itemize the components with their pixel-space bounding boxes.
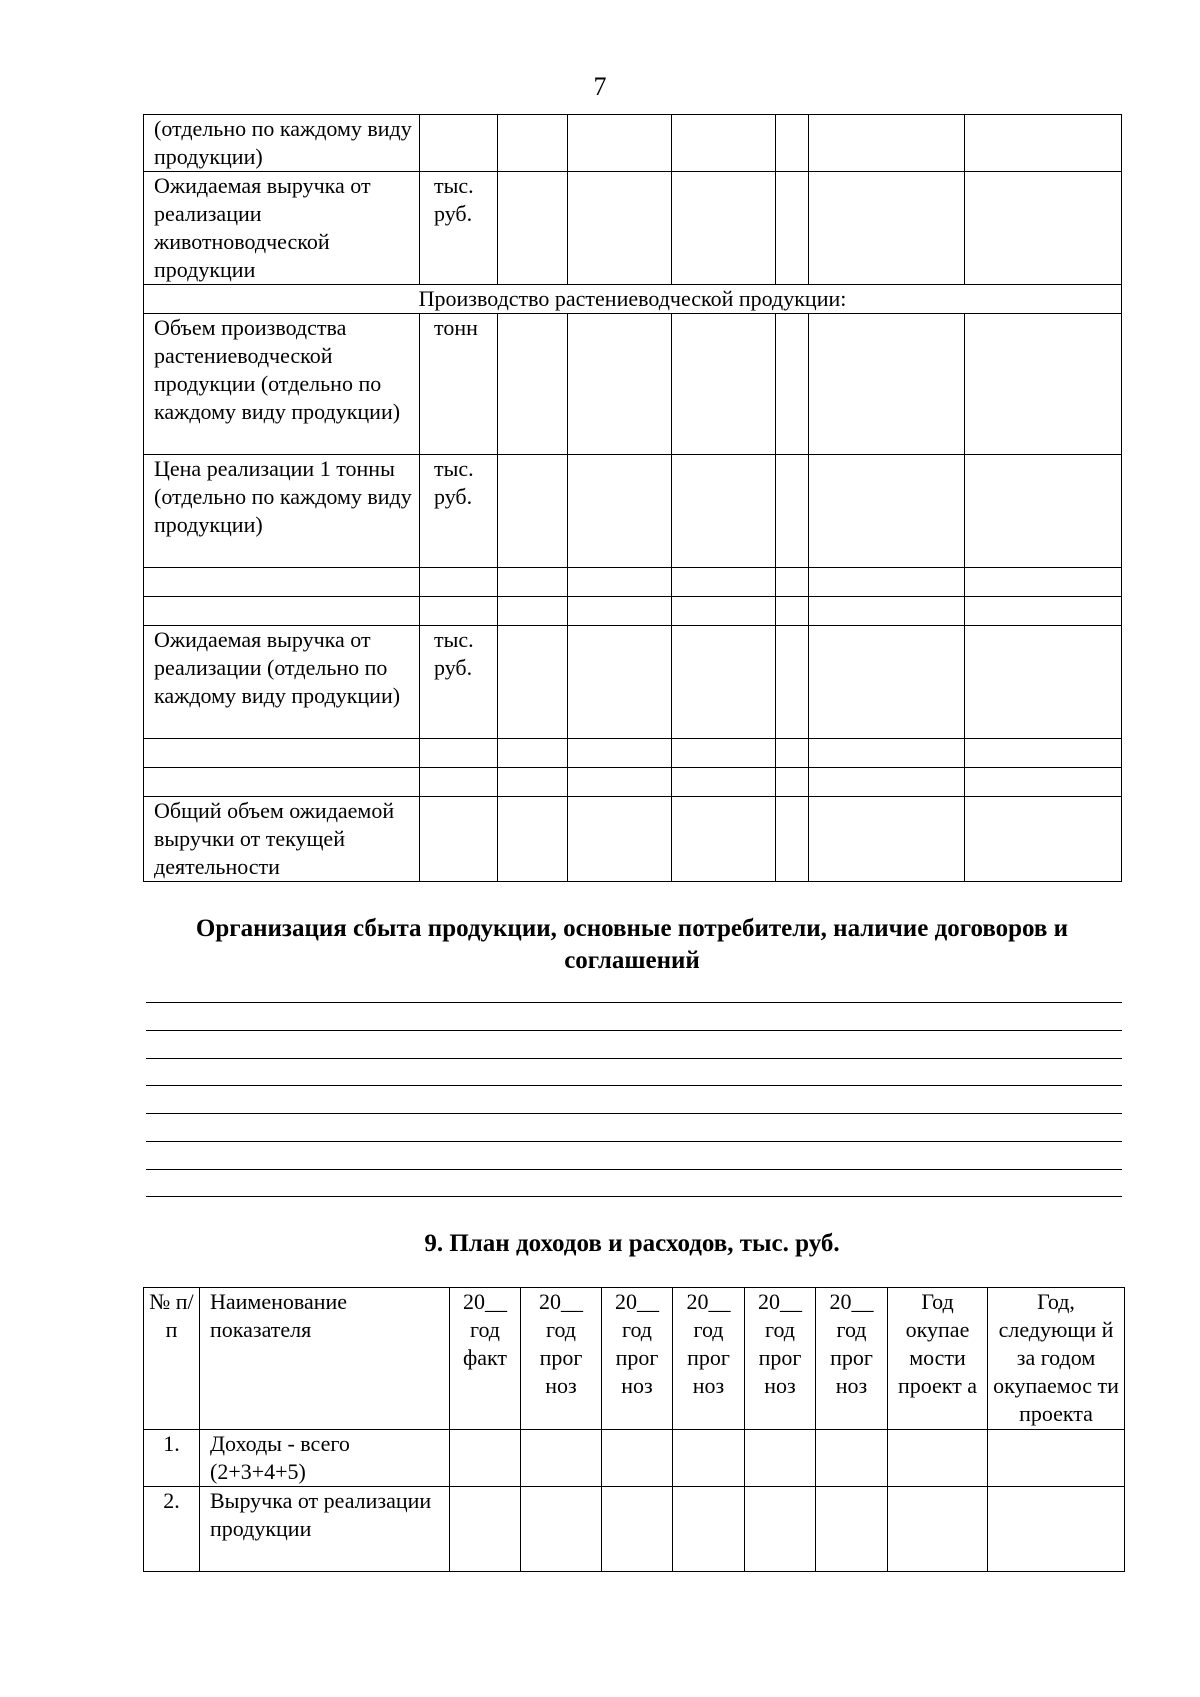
table-cell — [776, 455, 809, 568]
income-expense-plan-table — [143, 1287, 1125, 1572]
table-cell — [568, 115, 672, 172]
table-cell — [965, 172, 1122, 285]
table-cell — [809, 455, 965, 568]
table-cell — [816, 1487, 888, 1572]
table-cell — [602, 1487, 673, 1572]
table-cell — [498, 314, 568, 455]
table-cell — [809, 597, 965, 626]
writing-line — [146, 1113, 1122, 1114]
row-unit: тыс. руб. — [420, 172, 498, 285]
table-cell — [888, 1487, 988, 1572]
table-cell — [776, 568, 809, 597]
row-number: 1. — [144, 1430, 200, 1487]
writing-line — [146, 1002, 1122, 1003]
row-label: Ожидаемая выручка от реализации (отдельно по каждому виду продукции) — [144, 626, 420, 739]
header-indicator-name: Наименование показателя — [200, 1288, 450, 1430]
table-cell — [776, 768, 809, 797]
writing-line — [146, 1141, 1122, 1142]
table-cell — [521, 1487, 602, 1572]
production-table — [143, 114, 1122, 882]
table-cell — [672, 115, 776, 172]
table-cell — [809, 568, 965, 597]
header-year-forecast: 20__ год прог ноз — [673, 1288, 745, 1430]
table-cell — [809, 115, 965, 172]
page-number: 7 — [593, 72, 607, 101]
row-unit — [420, 115, 498, 172]
table-cell — [568, 172, 672, 285]
table-cell — [988, 1430, 1125, 1487]
table-row — [144, 115, 1122, 172]
table-cell — [965, 115, 1122, 172]
table-cell — [965, 568, 1122, 597]
table-cell — [144, 768, 420, 797]
row-unit: тонн — [420, 314, 498, 455]
plan-heading: 9. План доходов и расходов, тыс. руб. — [424, 1230, 840, 1257]
table-cell — [965, 768, 1122, 797]
table-row — [144, 1487, 1125, 1572]
table-cell — [498, 597, 568, 626]
table-cell — [450, 1487, 521, 1572]
table-cell — [745, 1487, 816, 1572]
header-year-fact: 20__ год факт — [450, 1288, 521, 1430]
table-cell — [776, 172, 809, 285]
table-cell — [776, 797, 809, 882]
writing-line — [146, 1085, 1122, 1086]
table-cell — [809, 768, 965, 797]
row-label: Ожидаемая выручка от реализации животноводческой продукции — [144, 172, 420, 285]
table-cell — [568, 797, 672, 882]
header-year-forecast: 20__ год прог ноз — [745, 1288, 816, 1430]
table-cell — [672, 597, 776, 626]
table-cell — [888, 1430, 988, 1487]
table-cell — [420, 739, 498, 768]
table-cell — [420, 768, 498, 797]
table-cell — [988, 1487, 1125, 1572]
writing-line — [146, 1169, 1122, 1170]
writing-line — [146, 1030, 1122, 1031]
table-cell — [568, 314, 672, 455]
table-row — [144, 314, 1122, 455]
table-row — [144, 568, 1122, 597]
table-cell — [776, 115, 809, 172]
row-unit — [420, 797, 498, 882]
table-cell — [965, 739, 1122, 768]
table-row — [144, 285, 1122, 314]
table-header-row — [144, 1288, 1125, 1430]
row-label: Общий объем ожидаемой выручки от текущей деятельности — [144, 797, 420, 882]
header-year-forecast: 20__ год прог ноз — [602, 1288, 673, 1430]
table-cell — [144, 739, 420, 768]
sales-heading: Организация сбыта продукции, основные потребители, наличие договоров и соглашений — [195, 915, 1069, 974]
table-cell — [498, 172, 568, 285]
table-cell — [776, 314, 809, 455]
table-cell — [965, 314, 1122, 455]
table-row — [144, 597, 1122, 626]
table-cell — [776, 739, 809, 768]
table-cell — [965, 597, 1122, 626]
table-cell — [965, 626, 1122, 739]
header-payback-year: Год окупае мости проект а — [888, 1288, 988, 1430]
table-cell — [673, 1430, 745, 1487]
table-cell — [672, 768, 776, 797]
table-cell — [965, 455, 1122, 568]
row-name: Доходы - всего (2+3+4+5) — [200, 1430, 450, 1487]
section-header: Производство растениеводческой продукции: — [144, 285, 1122, 314]
table-cell — [745, 1430, 816, 1487]
table-cell — [809, 172, 965, 285]
table-cell — [498, 797, 568, 882]
table-cell — [498, 768, 568, 797]
table-cell — [420, 597, 498, 626]
table-cell — [568, 768, 672, 797]
table-cell — [498, 626, 568, 739]
table-cell — [816, 1430, 888, 1487]
table-cell — [450, 1430, 521, 1487]
table-row — [144, 1430, 1125, 1487]
table-cell — [498, 455, 568, 568]
table-cell — [672, 568, 776, 597]
header-year-forecast: 20__ год прог ноз — [816, 1288, 888, 1430]
header-year-forecast: 20__ год прог ноз — [521, 1288, 602, 1430]
table-cell — [672, 739, 776, 768]
table-cell — [568, 739, 672, 768]
row-unit: тыс. руб. — [420, 455, 498, 568]
table-cell — [809, 626, 965, 739]
table-cell — [498, 568, 568, 597]
row-label: Объем производства растениеводческой продукции (отдельно по каждому виду продукции) — [144, 314, 420, 455]
table-row — [144, 455, 1122, 568]
table-cell — [809, 314, 965, 455]
table-cell — [602, 1430, 673, 1487]
header-year-after-payback: Год, следующи й за годом окупаемос ти проекта — [988, 1288, 1125, 1430]
header-number: № п/п — [144, 1288, 200, 1430]
table-row — [144, 172, 1122, 285]
table-cell — [498, 739, 568, 768]
table-cell — [568, 626, 672, 739]
table-cell — [420, 568, 498, 597]
table-cell — [144, 568, 420, 597]
table-cell — [673, 1487, 745, 1572]
table-cell — [144, 597, 420, 626]
table-cell — [568, 568, 672, 597]
table-cell — [965, 797, 1122, 882]
table-cell — [672, 455, 776, 568]
row-number: 2. — [144, 1487, 200, 1572]
table-cell — [568, 597, 672, 626]
table-cell — [568, 455, 672, 568]
table-cell — [672, 314, 776, 455]
table-cell — [809, 739, 965, 768]
writing-line — [146, 1196, 1122, 1197]
table-cell — [521, 1430, 602, 1487]
table-cell — [776, 597, 809, 626]
row-label: Цена реализации 1 тонны (отдельно по каждому виду продукции) — [144, 455, 420, 568]
table-cell — [809, 797, 965, 882]
table-cell — [672, 172, 776, 285]
table-row — [144, 768, 1122, 797]
table-row — [144, 626, 1122, 739]
table-cell — [498, 115, 568, 172]
table-cell — [672, 797, 776, 882]
row-label: (отдельно по каждому виду продукции) — [144, 115, 420, 172]
table-cell — [776, 626, 809, 739]
table-row — [144, 797, 1122, 882]
row-name: Выручка от реализации продукции — [200, 1487, 450, 1572]
table-row — [144, 739, 1122, 768]
row-unit: тыс. руб. — [420, 626, 498, 739]
table-cell — [672, 626, 776, 739]
writing-line — [146, 1058, 1122, 1059]
